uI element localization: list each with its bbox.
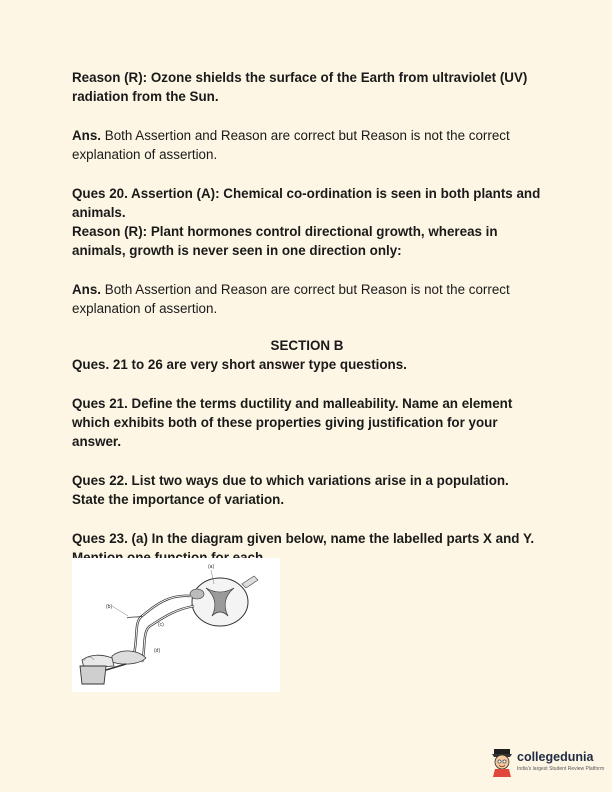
question-20-reason: Reason (R): Plant hormones control directional growth, whereas in animals, growth is never seen in one direction only: [72, 224, 498, 258]
label-b: (b) [106, 604, 113, 610]
section-intro: Ques. 21 to 26 are very short answer type questions. [72, 357, 407, 372]
answer-label: Ans. [72, 128, 102, 143]
label-c: (c) [158, 622, 164, 628]
logo-tagline: India's largest Student Review Platform [517, 766, 605, 772]
answer-19-text: Both Assertion and Reason are correct but Reason is not the correct explanation of assertion. [72, 128, 510, 162]
mascot-icon [489, 747, 515, 777]
logo-wordmark: collegedunia [517, 750, 594, 764]
question-23: Ques 23. (a) In the diagram given below, name the labelled parts X and Y. [72, 531, 535, 546]
reflex-arc-illustration [72, 558, 280, 692]
answer-19 [72, 126, 542, 164]
reflex-arc-diagram [72, 558, 280, 692]
reason-19: Reason (R): Ozone shields the surface of the Earth from ultraviolet (UV) radiation from the Sun. [72, 70, 528, 104]
question-20-assertion: Ques 20. Assertion (A): Chemical co-ordination is seen in both plants and animals. [72, 186, 541, 220]
section-title: SECTION B [270, 338, 344, 353]
label-a: (a) [208, 564, 215, 570]
label-d: (d) [154, 648, 161, 654]
answer-20 [72, 280, 542, 318]
question-22: Ques 22. List two ways due to which variations arise in a population. State the importance of variation. [72, 473, 509, 507]
answer-20-text: Both Assertion and Reason are correct but Reason is not the correct explanation of assertion. [72, 282, 510, 316]
answer-label: Ans. [72, 282, 102, 297]
collegedunia-logo [489, 747, 605, 781]
document-body [72, 68, 542, 567]
question-21: Ques 21. Define the terms ductility and malleability. Name an element which exhibits both of these properties giving justification for your answer. [72, 396, 513, 449]
